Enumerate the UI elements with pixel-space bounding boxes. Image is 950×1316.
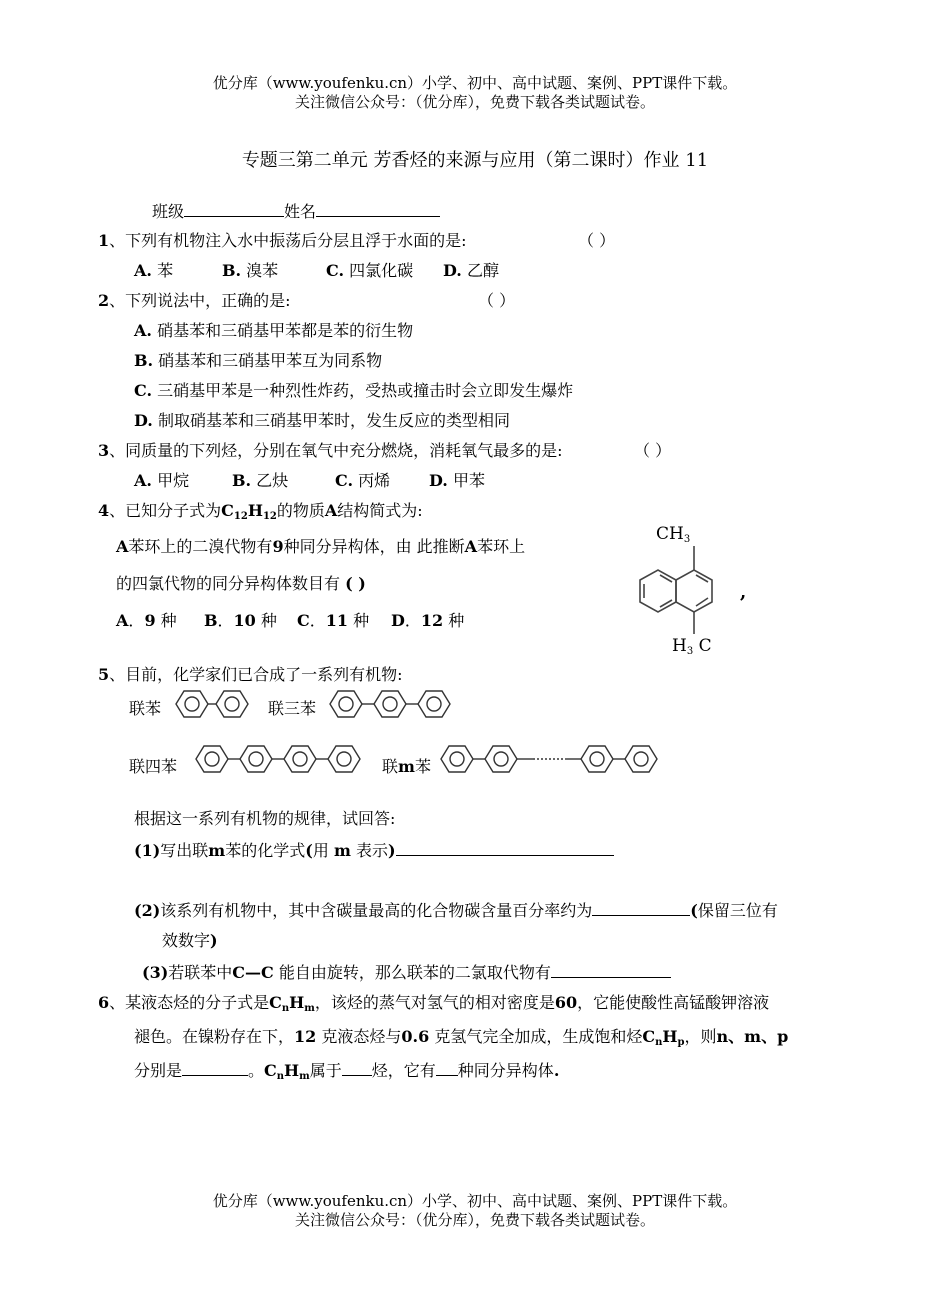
biphenyl-label: 联苯 — [129, 699, 162, 718]
q4-formula: $C_{12}H_{12}$ — [221, 501, 277, 522]
q4-option-b[interactable]: B．10 种 — [204, 611, 277, 630]
student-info — [152, 199, 440, 222]
q2-stem: 2、下列说法中，正确的是: — [98, 291, 291, 310]
biphenyl-structure — [170, 686, 260, 722]
q4-option-d[interactable]: D．12 种 — [391, 611, 465, 630]
q4-line3: 的四氯代物的同分异构体数目有 ( ) — [116, 574, 366, 593]
class-field[interactable] — [184, 202, 284, 217]
q5-part1: (1)写出联m苯的化学式(用 m 表示) — [134, 838, 614, 861]
m-phenyl-structure — [437, 741, 667, 777]
q5-part3-answer[interactable] — [551, 963, 671, 978]
q5-part3: (3)若联苯中C—C 能自由旋转，那么联苯的二氯取代物有 — [142, 960, 671, 983]
q5-part2: (2)该系列有机物中，其中含碳量最高的化合物碳含量百分率约为 (保留三位有 — [134, 901, 778, 920]
terphenyl-label: 联三苯 — [268, 699, 317, 718]
q6-line1: 6、某液态烃的分子式是$C_nH_m$，该烃的蒸气对氢气的相对密度是60，它能使酸性高锰酸钾溶液 — [98, 993, 770, 1014]
footer-line-2: 关注微信公众号：（优分库），免费下载各类试题试卷。 — [294, 1211, 655, 1229]
q2-answer-paren[interactable]: （ ） — [478, 291, 516, 310]
q5-stem: 5、目前，化学家们已合成了一系列有机物: — [98, 665, 403, 684]
q6-nmp-answer[interactable] — [182, 1061, 248, 1076]
q6-isomer-answer[interactable] — [436, 1061, 458, 1076]
q3-option-d[interactable]: D. 甲苯 — [429, 471, 485, 490]
name-field[interactable] — [316, 202, 440, 217]
ch3-top-label: $CH_3$ — [656, 524, 691, 545]
q5-part1-answer[interactable] — [396, 841, 614, 856]
q4-answer-paren[interactable]: ( ) — [345, 574, 366, 593]
q4-stem: 4、已知分子式为$C_{12}H_{12}$的物质A结构简式为: — [98, 501, 423, 522]
header-line-1: 优分库（www.youfenku.cn）小学、初中、高中试题、案例、PPT课件下载。 — [212, 74, 738, 92]
q6-line2: 褪色。在镍粉存在下，12 克液态烃与0.6 克氢气完全加成，生成饱和烃$C_nH_p$，则n、m、p — [134, 1027, 789, 1048]
terphenyl-structure — [326, 686, 461, 722]
q1-option-a[interactable]: A. 苯 — [134, 261, 174, 280]
q2-option-c[interactable]: C. 三硝基甲苯是一种烈性炸药，受热或撞击时会立即发生爆炸 — [134, 381, 574, 400]
q4-line2: A苯环上的二溴代物有9种同分异构体，由 此推断A苯环上 — [116, 537, 526, 556]
q3-stem: 3、同质量的下列烃，分别在氧气中充分燃烧，消耗氧气最多的是: — [98, 441, 563, 460]
q3-answer-paren[interactable]: （ ） — [634, 441, 672, 460]
structure-comma: , — [740, 582, 747, 603]
q1-answer-paren[interactable]: （ ） — [578, 231, 616, 250]
q2-option-d[interactable]: D. 制取硝基苯和三硝基甲苯时，发生反应的类型相同 — [134, 411, 510, 430]
q4-option-c[interactable]: C．11 种 — [297, 611, 370, 630]
q5-intro: 根据这一系列有机物的规律，试回答: — [134, 809, 396, 828]
footer-line-1: 优分库（www.youfenku.cn）小学、初中、高中试题、案例、PPT课件下载。 — [212, 1192, 738, 1210]
q5-part2-cont: 效数字) — [162, 931, 218, 950]
ch3-bottom-label: $H_3$ C — [672, 636, 712, 657]
q3-option-c[interactable]: C. 丙烯 — [335, 471, 391, 490]
q1-option-b[interactable]: B. 溴苯 — [222, 261, 279, 280]
q2-option-a[interactable]: A. 硝基苯和三硝基甲苯都是苯的衍生物 — [134, 321, 414, 340]
q6-type-answer[interactable] — [342, 1061, 372, 1076]
header-line-2: 关注微信公众号：（优分库），免费下载各类试题试卷。 — [294, 93, 655, 111]
q3-option-b[interactable]: B. 乙炔 — [232, 471, 289, 490]
q3-option-a[interactable]: A. 甲烷 — [134, 471, 190, 490]
q6-line3: 分别是 。$C_nH_m$属于 烃，它有 种同分异构体. — [134, 1061, 560, 1082]
q5-part2-answer[interactable] — [592, 901, 690, 916]
q1-option-c[interactable]: C. 四氯化碳 — [326, 261, 414, 280]
name-label: 姓名 — [284, 202, 317, 221]
q4-option-a[interactable]: A．9 种 — [116, 611, 177, 630]
q1-stem: 1、下列有机物注入水中振荡后分层且浮于水面的是: — [98, 231, 467, 250]
m-phenyl-label: 联m苯 — [382, 757, 431, 776]
quaterphenyl-structure — [192, 741, 372, 777]
quaterphenyl-label: 联四苯 — [129, 757, 178, 776]
q1-option-d[interactable]: D. 乙醇 — [443, 261, 499, 280]
class-label: 班级 — [152, 202, 185, 221]
q2-option-b[interactable]: B. 硝基苯和三硝基甲苯互为同系物 — [134, 351, 383, 370]
page-title: 专题三第二单元 芳香烃的来源与应用（第二课时）作业 11 — [241, 150, 709, 171]
